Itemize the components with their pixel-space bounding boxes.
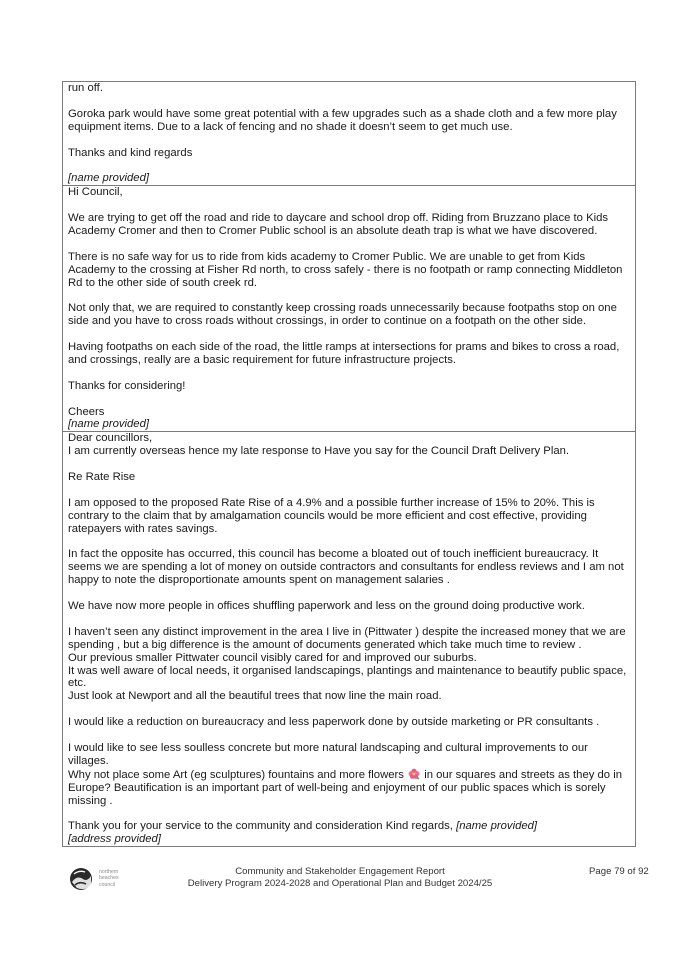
paragraph-gap bbox=[68, 587, 629, 600]
council-logo bbox=[68, 866, 128, 894]
report-title: Community and Stakeholder Engagement Report bbox=[235, 866, 445, 877]
paragraph-text: Hi Council, bbox=[68, 186, 123, 199]
paragraph-text: Thanks and kind regards bbox=[68, 146, 193, 159]
paragraph-text: In fact the opposite has occurred, this council has become a bloated out of touch inefficient bureaucracy. It seems we are spending a lot of money on outside contractors and consultants for endless reviews and I am not happy to note the disproportionate amounts spent on management salaries . bbox=[68, 548, 624, 587]
response-paragraph bbox=[68, 742, 629, 768]
paragraph-gap bbox=[68, 458, 629, 471]
paragraph-text: in our squares and streets as they do in Europe? Beautification is an important part of well-being and enjoyment of our public spaces which is sorely missing . bbox=[68, 768, 623, 807]
paragraph-gap bbox=[68, 289, 629, 302]
paragraph-gap bbox=[68, 393, 629, 406]
response-paragraph bbox=[68, 445, 629, 458]
response-paragraph bbox=[68, 548, 629, 587]
redacted-placeholder: [name provided] bbox=[456, 820, 538, 833]
response-paragraph bbox=[68, 690, 629, 703]
response-paragraph bbox=[68, 82, 629, 95]
response-paragraph bbox=[68, 497, 629, 536]
redacted-placeholder: [address provided] bbox=[68, 833, 161, 846]
paragraph-text: Goroka park would have some great potential with a few upgrades such as a shade cloth and a few more play equipment items. Due to a lack of fencing and no shade it doesn’t seem to get much use. bbox=[68, 107, 617, 133]
response-paragraph bbox=[68, 406, 629, 419]
paragraph-text: Not only that, we are required to constantly keep crossing roads unnecessarily because footpaths stop on one side and you have to cross roads without crossings, in order to continue on a footpath on the other side. bbox=[68, 302, 617, 328]
paragraph-text: It was well aware of local needs, it organised landscapings, plantings and maintenance to beautify public space, etc. bbox=[68, 664, 627, 690]
redacted-placeholder: [name provided] bbox=[68, 172, 150, 185]
paragraph-gap bbox=[68, 367, 629, 380]
paragraph-text: I haven’t seen any distinct improvement in the area I live in (Pittwater ) despite the increased money that we are spending , but a big difference is the amount of documents generated which take much time to review . bbox=[68, 625, 626, 651]
paragraph-gap bbox=[68, 134, 629, 147]
paragraph-gap bbox=[68, 328, 629, 341]
response-paragraph bbox=[68, 108, 629, 134]
page-number: Page 79 of 92 bbox=[589, 866, 649, 877]
response-cell bbox=[63, 186, 635, 432]
paragraph-gap bbox=[68, 238, 629, 251]
paragraph-text: Our previous smaller Pittwater council visibly cared for and improved our suburbs. bbox=[68, 651, 477, 664]
paragraph-text: Cheers bbox=[68, 405, 105, 418]
response-paragraph bbox=[68, 302, 629, 328]
response-paragraph bbox=[68, 600, 629, 613]
response-paragraph bbox=[68, 652, 629, 665]
paragraph-text: Thank you for your service to the community and consideration Kind regards, bbox=[68, 820, 457, 833]
paragraph-gap bbox=[68, 536, 629, 549]
paragraph-gap bbox=[68, 484, 629, 497]
response-paragraph bbox=[68, 147, 629, 160]
footer-report-info bbox=[180, 866, 500, 889]
response-paragraph bbox=[68, 716, 629, 729]
paragraph-text: Why not place some Art (eg sculptures) fountains and more flowers bbox=[68, 768, 408, 781]
page-footer bbox=[0, 862, 675, 902]
paragraph-text: There is no safe way for us to ride from kids academy to Cromer Public. We are unable to get from Kids Academy to the crossing at Fisher Rd north, to cross safely - there is no footpath or ramp connecting Middleton Rd to the other side of south creek rd. bbox=[68, 250, 623, 289]
response-cell bbox=[63, 82, 635, 186]
paragraph-gap bbox=[68, 703, 629, 716]
paragraph-text: I am currently overseas hence my late response to Have you say for the Council Draft Delivery Plan. bbox=[68, 445, 570, 458]
response-paragraph bbox=[68, 833, 629, 846]
paragraph-gap bbox=[68, 808, 629, 821]
paragraph-text: We are trying to get off the road and ride to daycare and school drop off. Riding from Bruzzano place to Kids Academy Cromer and then to Cromer Public school is an absolute death trap is what we have discovered. bbox=[68, 212, 609, 237]
paragraph-text: I am opposed to the proposed Rate Rise of a 4.9% and a possible further increase of 15% to 20%. This is contrary to the claim that by amalgamation councils would be more efficient and cost effective, providing ratepayers with rates savings. bbox=[68, 496, 595, 535]
logo-line-2: beaches bbox=[99, 875, 119, 882]
paragraph-text: I would like a reduction on bureaucracy and less paperwork done by outside marketing or PR consultants . bbox=[68, 716, 600, 729]
paragraph-text: We have now more people in offices shuffling paperwork and less on the ground doing productive work. bbox=[68, 600, 585, 613]
response-paragraph bbox=[68, 172, 629, 185]
response-paragraph bbox=[68, 186, 629, 199]
paragraph-text: Just look at Newport and all the beautiful trees that now line the main road. bbox=[68, 690, 442, 703]
logo-line-1: northern bbox=[99, 869, 119, 875]
logo-line-3: council bbox=[99, 881, 116, 888]
response-paragraph bbox=[68, 665, 629, 691]
logo-wordmark bbox=[99, 869, 119, 888]
response-cell bbox=[63, 432, 635, 847]
response-paragraph bbox=[68, 471, 629, 484]
wave-logo-icon bbox=[68, 866, 94, 892]
response-paragraph bbox=[68, 820, 629, 833]
paragraph-text: Having footpaths on each side of the road, the little ramps at intersections for prams and bikes to cross a road, and crossings, really are a basic requirement for future infrastructure projects. bbox=[68, 341, 620, 366]
response-paragraph bbox=[68, 418, 629, 431]
paragraph-text: Thanks for considering! bbox=[68, 379, 186, 392]
paragraph-gap bbox=[68, 199, 629, 212]
response-paragraph bbox=[68, 212, 629, 238]
paragraph-text: I would like to see less soulless concrete but more natural landscaping and cultural improvements to our villages. bbox=[68, 741, 588, 767]
response-paragraph bbox=[68, 380, 629, 393]
paragraph-gap bbox=[68, 95, 629, 108]
response-paragraph bbox=[68, 626, 629, 652]
paragraph-text: run off. bbox=[68, 82, 103, 94]
flower-icon bbox=[408, 768, 420, 780]
response-paragraph bbox=[68, 432, 629, 445]
response-paragraph bbox=[68, 251, 629, 290]
paragraph-text: Re Rate Rise bbox=[68, 471, 136, 484]
paragraph-gap bbox=[68, 729, 629, 742]
paragraph-text: Dear councillors, bbox=[68, 432, 153, 445]
response-paragraph bbox=[68, 341, 629, 367]
report-subtitle: Delivery Program 2024-2028 and Operational Plan and Budget 2024/25 bbox=[187, 877, 493, 889]
responses-table bbox=[62, 81, 636, 847]
response-paragraph bbox=[68, 768, 629, 808]
redacted-placeholder: [name provided] bbox=[68, 418, 150, 431]
paragraph-gap bbox=[68, 613, 629, 626]
paragraph-gap bbox=[68, 159, 629, 172]
